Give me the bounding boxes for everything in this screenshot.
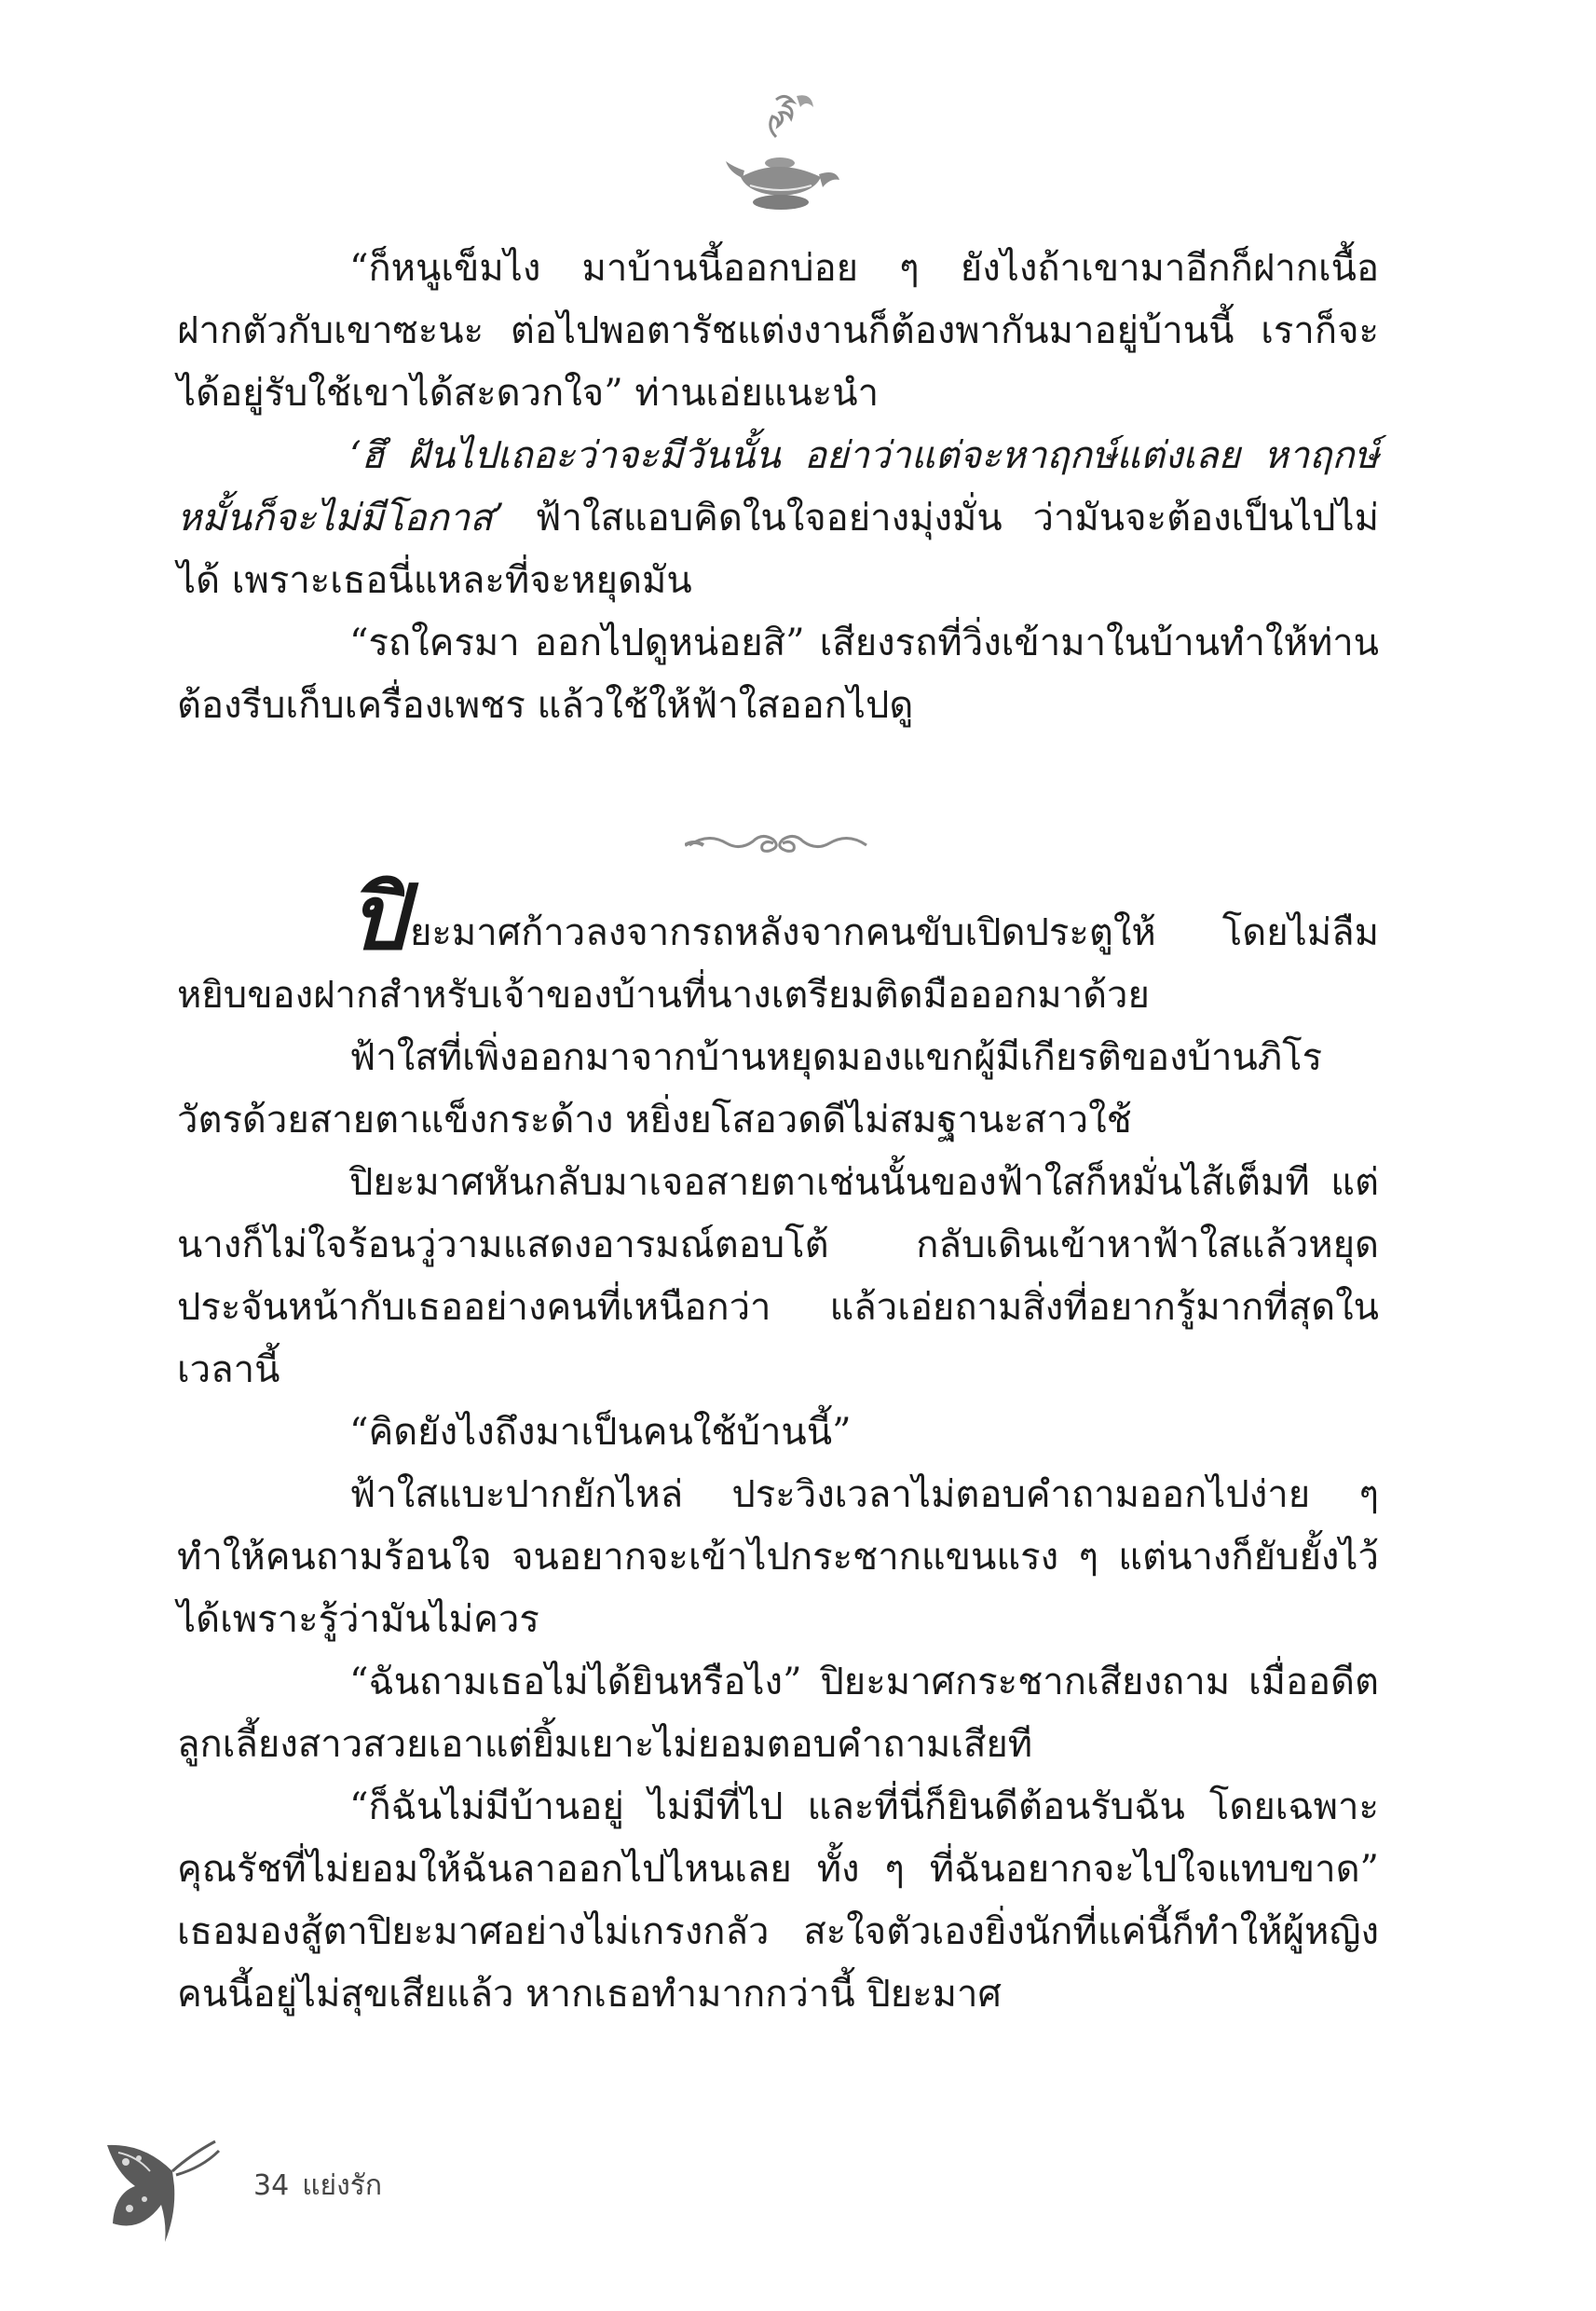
paragraph: “ก็หนูเข็มไง มาบ้านนี้ออกบ่อย ๆ ยังไงถ้าเขามาอีกก็ฝากเนื้อฝากตัวกับเขาซะนะ ต่อไปพอตารัชแต่งงานก็ต้องพากันมาอยู่บ้านนี้ เราก็จะได้อยู่รับใช้เขาได้สะดวกใจ” ท่านเอ่ยแนะนำ [177, 247, 1379, 415]
paragraph: “คิดยังไงถึงมาเป็นคนใช้บ้านนี้” [349, 1411, 852, 1454]
scroll-ornament-icon [685, 825, 871, 862]
paragraph [177, 425, 1379, 612]
paragraph: ปิยะมาศหันกลับมาเจอสายตาเช่นนั้นของฟ้าใสก็หมั่นไส้เต็มที แต่นางก็ไม่ใจร้อนวู่วามแสดงอารมณ์ตอบโต้ กลับเดินเข้าหาฟ้าใสแล้วหยุดประจันหน้ากับเธออย่างคนที่เหนือกว่า แล้วเอ่ยถามสิ่งที่อยากรู้มากที่สุดในเวลานี้ [177, 1161, 1379, 1391]
paragraph-text: ยะมาศก้าวลงจากรถหลังจากคนขับเปิดประตูให้ โดยไม่ลืมหยิบของฝากสำหรับเจ้าของบ้านที่นางเตรียมติดมือออกมาด้วย [177, 911, 1379, 1017]
paragraph: “รถใครมา ออกไปดูหน่อยสิ” เสียงรถที่วิ่งเข้ามาในบ้านทำให้ท่านต้องรีบเก็บเครื่องเพชร แล้วใช้ให้ฟ้าใสออกไปดู [177, 622, 1379, 727]
page-footer [253, 2164, 395, 2208]
section-1 [177, 238, 1379, 737]
butterfly-icon [98, 2134, 238, 2246]
paragraph: “ก็ฉันไม่มีบ้านอยู่ ไม่มีที่ไป และที่นี่ก็ยินดีต้อนรับฉัน โดยเฉพาะคุณรัชที่ไม่ยอมให้ฉันลาออกไปไหนเลย ทั้ง ๆ ที่ฉันอยากจะไปใจแทบขาด” เธอมองสู้ตาปิยะมาศอย่างไม่เกรงกลัว สะใจตัวเองยิ่งนักที่แค่นี้ก็ทำให้ผู้หญิงคนนี้อยู่ไม่สุขเสียแล้ว หากเธอทำมากกว่านี้ ปิยะมาศ [177, 1785, 1379, 2016]
page-number: 34 [253, 2169, 290, 2202]
paragraph: “ฉันถามเธอไม่ได้ยินหรือไง” ปิยะมาศกระชากเสียงถาม เมื่ออดีตลูกเลี้ยงสาวสวยเอาแต่ยิ้มเยาะไม่ยอมตอบคำถามเสียที [177, 1661, 1379, 1766]
paragraph-text: ฟ้าใสแอบคิดในใจอย่างมุ่งมั่น ว่ามันจะต้องเป็นไปไม่ได้ เพราะเธอนี่แหละที่จะหยุดมัน [177, 497, 1379, 602]
inner-thought: ‘ฮึ ฝันไปเถอะว่าจะมีวันนั้น อย่าว่าแต่จะหาฤกษ์แต่งเลย หาฤกษ์หมั้นก็จะไม่มีโอกาส’ [177, 434, 1379, 540]
book-title: แย่งรัก [302, 2169, 383, 2202]
paragraph [177, 865, 1379, 1027]
genie-lamp-icon [722, 89, 843, 219]
paragraph: ฟ้าใสแบะปากยักไหล่ ประวิงเวลาไม่ตอบคำถามออกไปง่าย ๆ ทำให้คนถามร้อนใจ จนอยากจะเข้าไปกระชากแขนแรง ๆ แต่นางก็ยับยั้งไว้ได้เพราะรู้ว่ามันไม่ควร [177, 1473, 1379, 1641]
drop-cap: ปิ [349, 865, 406, 970]
paragraph: ฟ้าใสที่เพิ่งออกมาจากบ้านหยุดมองแขกผู้มีเกียรติของบ้านภิโรวัตรด้วยสายตาแข็งกระด้าง หยิ่งยโสอวดดีไม่สมฐานะสาวใช้ [177, 1036, 1323, 1142]
section-2 [177, 865, 1379, 2026]
